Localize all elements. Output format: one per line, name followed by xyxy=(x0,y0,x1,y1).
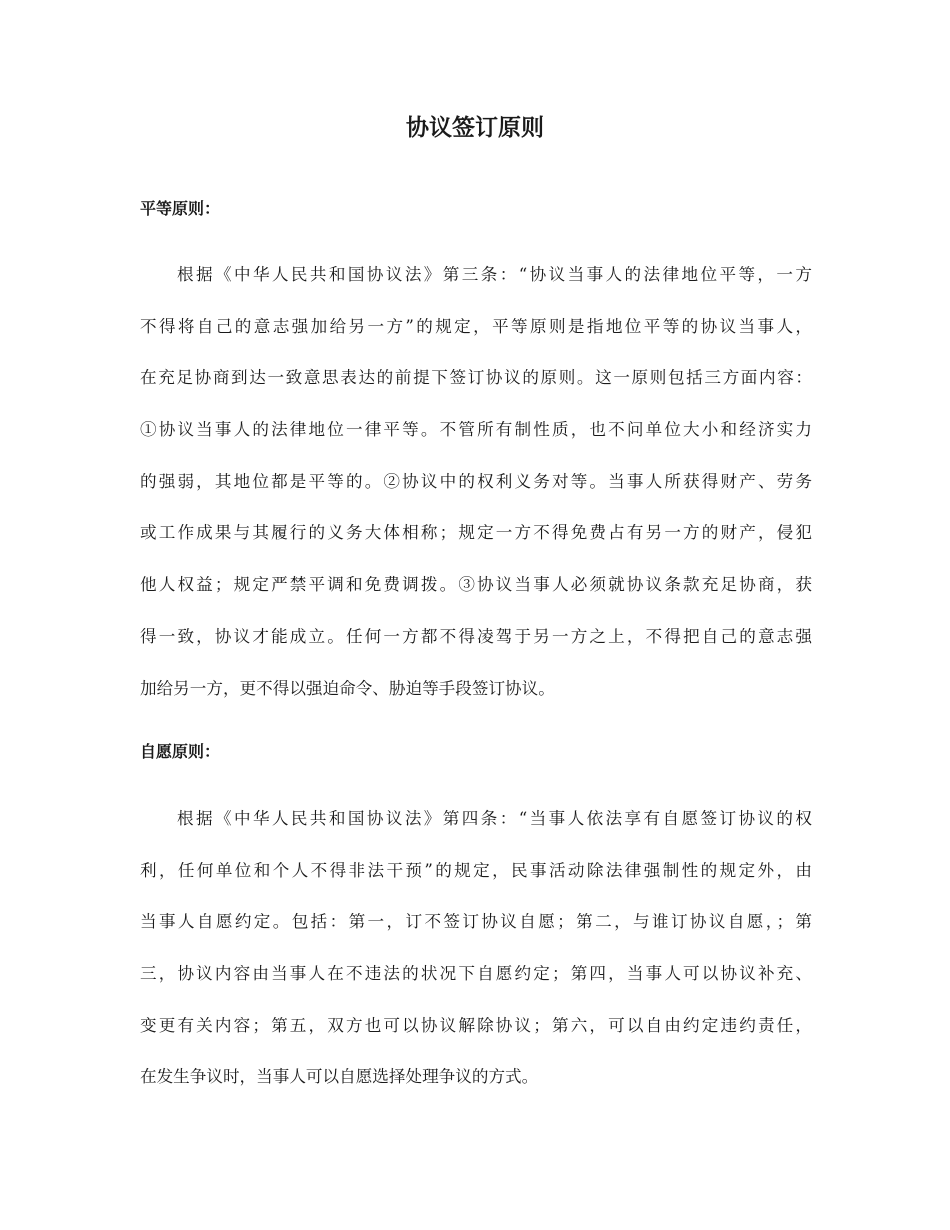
section-heading-voluntary: 自愿原则： xyxy=(140,742,221,761)
text-line: 得一致，协议才能成立。任何一方都不得凌驾于另一方之上，不得把自己的意志强 xyxy=(140,626,812,646)
text-line: 不得将自己的意志强加给另一方”的规定，平等原则是指地位平等的协议当事人， xyxy=(140,316,812,336)
text-line: 的强弱，其地位都是平等的。②协议中的权利义务对等。当事人所获得财产、劳务 xyxy=(140,471,812,491)
text-line: 利，任何单位和个人不得非法干预”的规定，民事活动除法律强制性的规定外，由 xyxy=(140,860,812,880)
paragraph-equality xyxy=(140,260,812,725)
text-line: 变更有关内容；第五，双方也可以协议解除协议；第六，可以自由约定违约责任， xyxy=(140,1015,812,1035)
text-line: 在充足协商到达一致意思表达的前提下签订协议的原则。这一原则包括三方面内容： xyxy=(140,368,812,388)
section-heading-equality: 平等原则： xyxy=(140,199,221,218)
text-line: 他人权益；规定严禁平调和免费调拨。③协议当事人必须就协议条款充足协商，获 xyxy=(140,575,812,595)
paragraph-voluntary xyxy=(140,804,812,1114)
text-line: 或工作成果与其履行的义务大体相称；规定一方不得免费占有另一方的财产，侵犯 xyxy=(140,523,812,543)
text-line: 加给另一方，更不得以强迫命令、胁迫等手段签订协议。 xyxy=(140,678,555,698)
text-line: 三，协议内容由当事人在不违法的状况下自愿约定；第四，当事人可以协议补充、 xyxy=(140,964,812,984)
text-line: 根据《中华人民共和国协议法》第三条：“协议当事人的法律地位平等，一方 xyxy=(177,265,812,284)
text-line: ①协议当事人的法律地位一律平等。不管所有制性质，也不问单位大小和经济实力 xyxy=(140,420,812,440)
text-line: 在发生争议时，当事人可以自愿选择处理争议的方式。 xyxy=(140,1067,539,1087)
text-line: 当事人自愿约定。包括：第一，订不签订协议自愿；第二，与谁订协议自愿，；第 xyxy=(140,912,812,932)
text-line: 根据《中华人民共和国协议法》第四条：“当事人依法享有自愿签订协议的权 xyxy=(177,809,812,828)
document-title: 协议签订原则 xyxy=(406,115,544,141)
